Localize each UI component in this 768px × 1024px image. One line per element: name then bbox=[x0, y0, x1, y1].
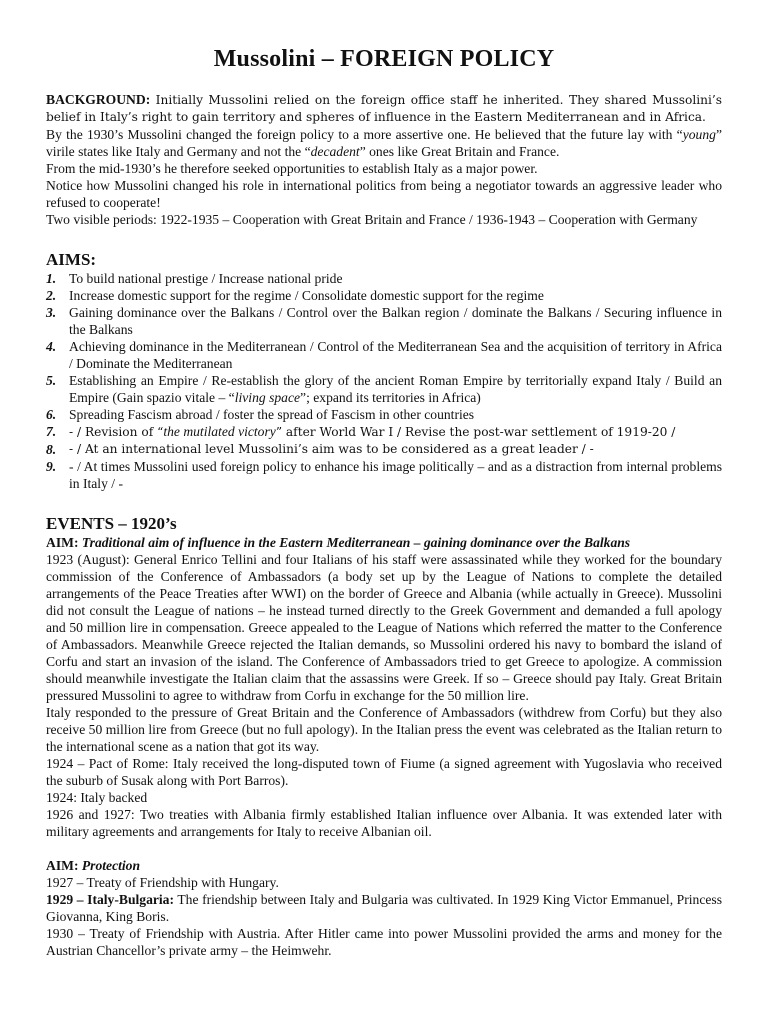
aim-item-5 bbox=[46, 372, 722, 406]
aim-number: 4. bbox=[46, 339, 57, 354]
bulgaria-label: 1929 – Italy-Bulgaria: bbox=[46, 892, 175, 907]
background-young: young bbox=[682, 127, 716, 142]
background-paragraph-2 bbox=[46, 126, 722, 160]
aim-text: ” after World War I / Revise the post-war settlement of 1919-20 / bbox=[275, 425, 676, 439]
aim-item-8 bbox=[46, 441, 722, 458]
aim-item-3 bbox=[46, 304, 722, 338]
aim-number: 8. bbox=[46, 442, 57, 457]
events-section bbox=[46, 534, 722, 959]
aim-item-1 bbox=[46, 270, 722, 287]
background-text-1: Initially Mussolini relied on the foreign office staff he inherited. They shared Mussolini’s belief in Italy’s right to gain territory and spheres of influence in the Eastern Mediterranean and in Africa. bbox=[46, 93, 722, 124]
aim-label: AIM: bbox=[46, 535, 79, 550]
background-paragraph-3: From the mid-1930’s he therefore seeked opportunities to establish Italy as a major power. bbox=[46, 161, 538, 176]
events-heading: EVENTS – 1920’s bbox=[46, 514, 177, 533]
aim-number: 2. bbox=[46, 288, 57, 303]
spacer bbox=[46, 840, 722, 857]
aim-italic: the mutilated victory bbox=[163, 424, 276, 439]
background-paragraph-4: Notice how Mussolini changed his role in international politics from being a negotiator towards an aggressive leader who refused to cooperate! bbox=[46, 178, 722, 210]
aims-list bbox=[46, 270, 722, 492]
aim-text: Gaining dominance over the Balkans / Control over the Balkan region / dominate the Balkans / Securing influence in the Balkans bbox=[69, 305, 722, 337]
aim-text: - / At times Mussolini used foreign policy to enhance his image politically – and as a distraction from internal problems in Italy / - bbox=[69, 459, 722, 491]
aim-number: 1. bbox=[46, 271, 57, 286]
aim-number: 5. bbox=[46, 373, 57, 388]
events-paragraph-austria: 1930 – Treaty of Friendship with Austria. After Hitler came into power Mussolini provided the arms and money for the Austrian Chancellor’s private army – the Heimwehr. bbox=[46, 926, 722, 958]
aim-text: - / At an international level Mussolini’s aim was to be considered as a great leader / - bbox=[69, 442, 594, 456]
aim-item-2 bbox=[46, 287, 722, 304]
events-paragraph-albania: 1926 and 1927: Two treaties with Albania firmly established Italian influence over Albania. It was extended later with military agreements and arrangements for Italy to receive Albanian oil. bbox=[46, 807, 722, 839]
background-text-2a: By the 1930’s Mussolini changed the foreign policy to a more assertive one. He believed that the future lay with “ bbox=[46, 127, 683, 142]
aim-number: 3. bbox=[46, 305, 57, 320]
aim-number: 6. bbox=[46, 407, 57, 422]
aim-number: 9. bbox=[46, 459, 57, 474]
events-paragraph-1923: 1923 (August): General Enrico Tellini and four Italians of his staff were assassinated while they worked for the boundary commission of the Conference of Ambassadors (a body set up by the League of Nations to complete the detailed arrangements of the Peace Treaties after WWI) on the border of Greece and Albania (while actually in Greece). Mussolini did not consult the League of nations – he instead turned directly to the Greek Government and demanded a full apology and 50 million lire in compensation. Greece appealed to the League of Nations which referred the matter to the Conference of Ambassadors. Meanwhile Greece rejected the Italian demands, so Mussolini ordered his navy to bombard the island of Corfu and start an invasion of the island. The Conference of Ambassadors tried to get Greece to apologize. A commission should meanwhile investigate the Italian claim that the assassins were Greek. If so – Greece should pay Italy. Great Britain pressured Mussolini to agree to withdraw from Corfu in exchange for the 50 million lire. bbox=[46, 552, 722, 703]
aim-text: To build national prestige / Increase national pride bbox=[69, 271, 343, 286]
background-text-2c: ” ones like Great Britain and France. bbox=[359, 144, 560, 159]
events-paragraph-hungary: 1927 – Treaty of Friendship with Hungary. bbox=[46, 875, 279, 890]
events-aim-1 bbox=[46, 534, 722, 551]
aim-description: Protection bbox=[81, 858, 141, 873]
aim-text: Establishing an Empire / Re-establish the glory of the ancient Roman Empire by territorially expand Italy / Build an Empire (Gain spazio vitale – “ bbox=[69, 373, 722, 405]
events-paragraph-corfu-response: Italy responded to the pressure of Great Britain and the Conference of Ambassadors (withdrew from Corfu) but they also receive 50 million lire from Greece (but no full apology). In the Italian press the event was celebrated as the Italian return to the international scene as a nation that got its way. bbox=[46, 705, 722, 754]
background-paragraph-5: Two visible periods: 1922-1935 – Cooperation with Great Britain and France / 1936-1943 – Cooperation with Germany bbox=[46, 212, 698, 227]
aims-heading: AIMS: bbox=[46, 250, 97, 269]
aim-number: 7. bbox=[46, 424, 57, 439]
aim-text: - / Revision of “ bbox=[69, 425, 164, 439]
aim-item-4 bbox=[46, 338, 722, 372]
bulgaria-text: The friendship between Italy and Bulgaria was cultivated. In 1929 King Victor Emmanuel, Princess Giovanna, King Boris. bbox=[46, 892, 722, 924]
aim-description: Traditional aim of influence in the Eastern Mediterranean – gaining dominance over the Balkans bbox=[81, 535, 631, 550]
aim-text: Increase domestic support for the regime / Consolidate domestic support for the regime bbox=[69, 288, 544, 303]
aim-item-7 bbox=[46, 423, 722, 441]
aim-label: AIM: bbox=[46, 858, 79, 873]
events-paragraph-1924-pact: 1924 – Pact of Rome: Italy received the long-disputed town of Fiume (a signed agreement with Yugoslavia who received the suburb of Susak along with Port Barros). bbox=[46, 756, 722, 788]
aim-item-9 bbox=[46, 458, 722, 492]
events-paragraph-bulgaria bbox=[46, 891, 722, 925]
aim-text: Achieving dominance in the Mediterranean / Control of the Mediterranean Sea and the acquisition of territory in Africa / Dominate the Mediterranean bbox=[69, 339, 722, 371]
aim-italic: living space bbox=[234, 390, 301, 405]
background-paragraph-1 bbox=[46, 91, 722, 126]
events-paragraph-1924-backed: 1924: Italy backed bbox=[46, 790, 148, 805]
background-decadent: decadent bbox=[310, 144, 360, 159]
background-text-2b: ” virile states like Italy and Germany and not the “ bbox=[46, 127, 722, 159]
background-label: BACKGROUND: bbox=[46, 92, 151, 107]
events-aim-2 bbox=[46, 857, 722, 874]
aim-item-6 bbox=[46, 406, 722, 423]
aim-text: ”; expand its territories in Africa) bbox=[300, 390, 481, 405]
aim-text: Spreading Fascism abroad / foster the spread of Fascism in other countries bbox=[69, 407, 475, 422]
background-section bbox=[46, 91, 722, 228]
document-title: Mussolini – FOREIGN POLICY bbox=[213, 46, 555, 72]
